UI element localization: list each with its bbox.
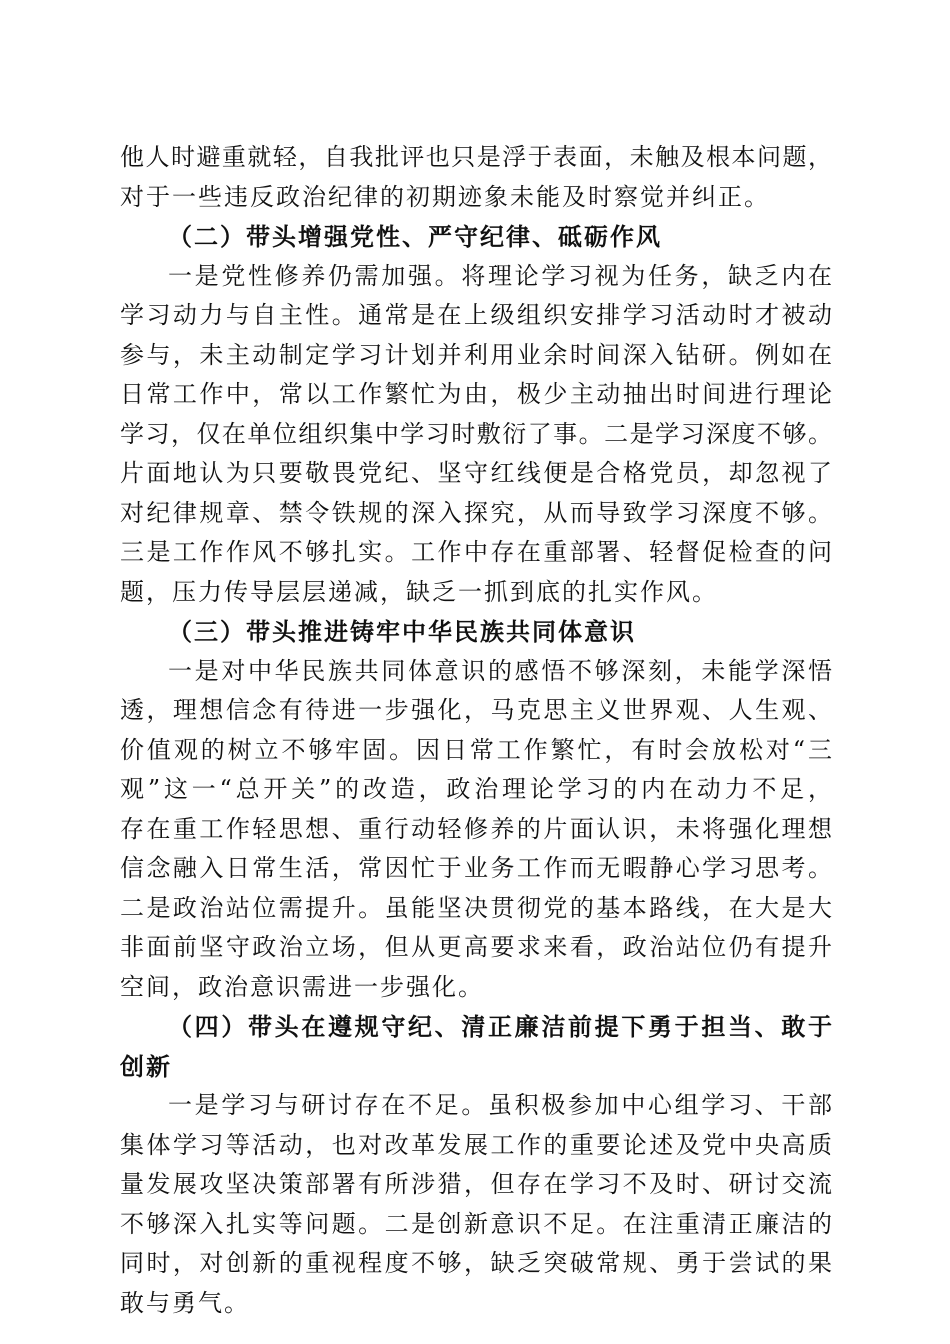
paragraph-line: 他人时避重就轻，自我批评也只是浮于表面，未触及根本问题， <box>120 143 832 171</box>
paragraph-line: 三是工作作风不够扎实。工作中存在重部署、轻督促检查的问 <box>120 538 832 566</box>
document-page <box>120 138 832 1323</box>
paragraph-line: 存在重工作轻思想、重行动轻修养的片面认识，未将强化理想 <box>120 814 832 843</box>
paragraph-line: 一是学习与研讨存在不足。虽积极参加中心组学习、干部 <box>168 1091 832 1119</box>
paragraph-line: 信念融入日常生活，常因忙于业务工作而无暇静心学习思考。 <box>120 854 832 882</box>
paragraph-line: 空间，政治意识需进一步强化。 <box>120 972 484 1001</box>
paragraph-line: 对于一些违反政治纪律的初期迹象未能及时察觉并纠正。 <box>120 182 770 211</box>
section-heading: 创新 <box>120 1051 172 1081</box>
paragraph-line: 学习动力与自主性。通常是在上级组织安排学习活动时才被动 <box>120 301 832 329</box>
paragraph-line: 不够深入扎实等问题。二是创新意识不足。在注重清正廉洁的 <box>120 1209 832 1238</box>
section-heading: （四）带头在遵规守纪、清正廉洁前提下勇于担当、敢于 <box>168 1012 832 1041</box>
paragraph-line: 价值观的树立不够牢固。因日常工作繁忙，有时会放松对“三 <box>120 735 832 764</box>
paragraph-line: 一是对中华民族共同体意识的感悟不够深刻，未能学深悟 <box>168 656 832 685</box>
paragraph-line: 集体学习等活动，也对改革发展工作的重要论述及党中央高质 <box>120 1130 832 1159</box>
section-heading: （二）带头增强党性、严守纪律、砥砺作风 <box>168 222 662 251</box>
paragraph-line: 片面地认为只要敬畏党纪、坚守红线便是合格党员，却忽视了 <box>120 459 832 487</box>
paragraph-line: 题，压力传导层层递减，缺乏一抓到底的扎实作风。 <box>120 577 718 606</box>
paragraph-line: 日常工作中，常以工作繁忙为由，极少主动抽出时间进行理论 <box>120 380 832 408</box>
paragraph-line: 非面前坚守政治立场，但从更高要求来看，政治站位仍有提升 <box>120 933 832 961</box>
paragraph-line: 观”这一“总开关”的改造，政治理论学习的内在动力不足， <box>120 775 832 803</box>
paragraph-line: 同时，对创新的重视程度不够，缺乏突破常规、勇于尝试的果 <box>120 1249 832 1277</box>
paragraph-line: 二是政治站位需提升。虽能坚决贯彻党的基本路线，在大是大 <box>120 893 832 922</box>
paragraph-line: 对纪律规章、禁令铁规的深入探究，从而导致学习深度不够。 <box>120 498 832 527</box>
paragraph-line: 敢与勇气。 <box>120 1288 250 1317</box>
paragraph-line: 量发展攻坚决策部署有所涉猎，但存在学习不及时、研讨交流 <box>120 1170 832 1198</box>
paragraph-line: 透，理想信念有待进一步强化，马克思主义世界观、人生观、 <box>120 696 832 724</box>
paragraph-line: 一是党性修养仍需加强。将理论学习视为任务，缺乏内在 <box>168 261 832 290</box>
paragraph-line: 学习，仅在单位组织集中学习时敷衍了事。二是学习深度不够。 <box>120 419 832 448</box>
section-heading: （三）带头推进铸牢中华民族共同体意识 <box>168 617 636 646</box>
paragraph-line: 参与，未主动制定学习计划并利用业余时间深入钻研。例如在 <box>120 340 832 369</box>
